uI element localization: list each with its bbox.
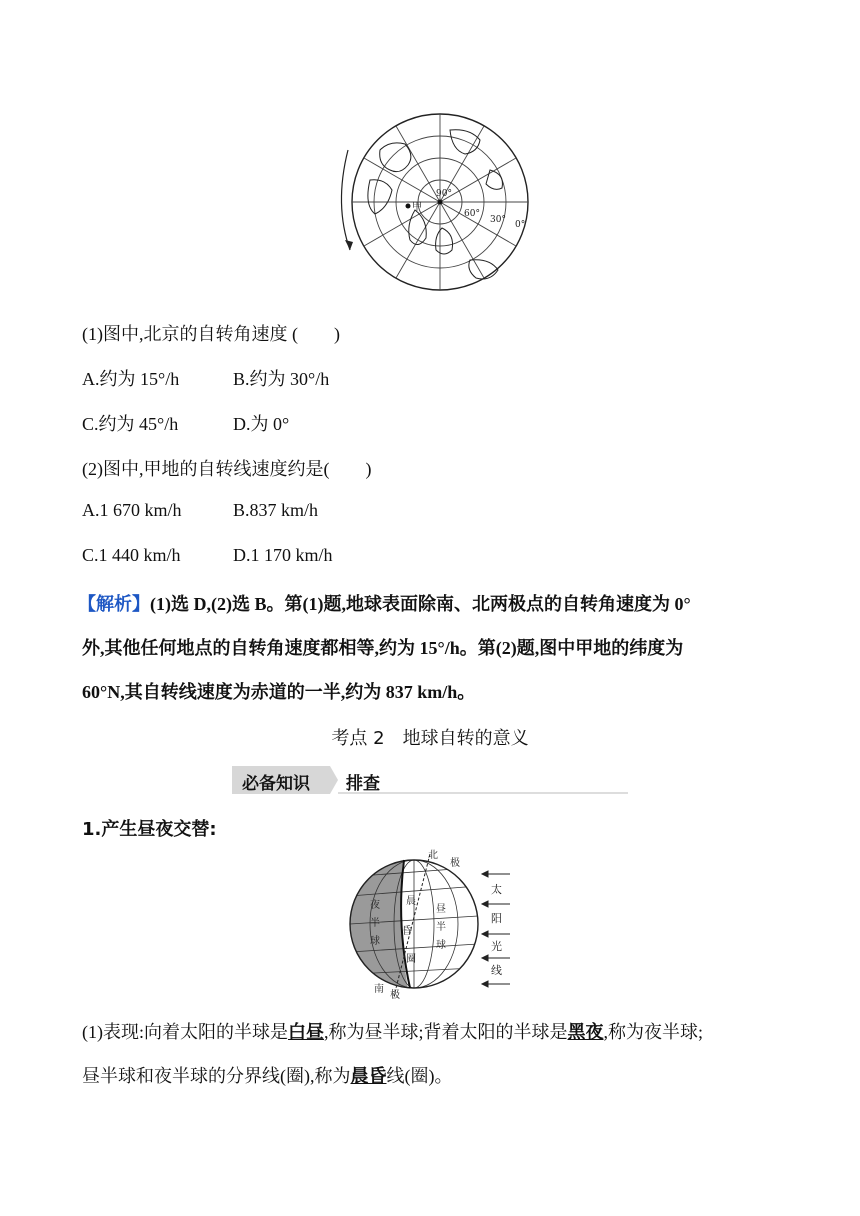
- label-dawn: 晨: [406, 896, 416, 907]
- label-night-1: 夜: [370, 900, 380, 911]
- analysis-line-3: 60°N,其自转线速度为赤道的一半,约为 837 km/h。: [82, 682, 476, 702]
- q1-option-b: B.约为 30°/h: [233, 369, 330, 389]
- banner-right-label: 排查: [346, 774, 380, 794]
- label-day-3: 球: [436, 940, 446, 951]
- label-day-2: 半: [436, 922, 446, 933]
- label-sun-4: 线: [491, 964, 502, 977]
- knowledge-banner: [232, 766, 628, 794]
- para-line-1: [82, 1018, 703, 1044]
- q1-option-a: A.约为 15°/h: [82, 369, 180, 389]
- label-south: 南: [374, 984, 384, 995]
- label-night-2: 半: [370, 918, 380, 929]
- label-60deg: 60°: [464, 209, 480, 219]
- rotation-arrow-icon: [341, 150, 350, 250]
- keyword-terminator: 晨昏: [350, 1066, 387, 1086]
- polar-projection-figure: [330, 110, 550, 310]
- analysis-text-1: (1)选 D,(2)选 B。第(1)题,地球表面除南、北两极点的自转角速度为 0°: [150, 594, 691, 614]
- section-title: 考点 2 地球自转的意义: [331, 728, 529, 749]
- question-2-stem: (2)图中,甲地的自转线速度约是( ): [82, 459, 372, 479]
- analysis-line-2: 外,其他任何地点的自转角速度都相等,约为 15°/h。第(2)题,图中甲地的纬度为: [82, 638, 684, 658]
- para-line-2: [82, 1062, 453, 1088]
- label-pole-s: 极: [390, 990, 400, 1001]
- analysis-tag: 【解析】: [78, 594, 150, 614]
- heading-day-night: 1.产生昼夜交替:: [82, 819, 217, 840]
- banner-left-label: 必备知识: [242, 774, 310, 794]
- q1-option-d: D.为 0°: [233, 414, 290, 434]
- label-30deg: 30°: [490, 215, 506, 225]
- label-dusk: 昏: [402, 926, 412, 937]
- label-circle: 圈: [406, 954, 416, 965]
- q2-option-d: D.1 170 km/h: [233, 545, 333, 565]
- day-night-globe-figure: [340, 846, 520, 1002]
- para-text: ,称为夜半球;: [603, 1022, 704, 1042]
- label-jia: 甲: [412, 202, 422, 213]
- q2-option-b: B.837 km/h: [233, 500, 319, 520]
- analysis-line-1: [78, 590, 691, 616]
- keyword-night: 黑夜: [567, 1022, 604, 1042]
- label-sun-2: 阳: [491, 912, 502, 925]
- label-day-1: 昼: [436, 904, 446, 915]
- para-text: ,称为昼半球;背着太阳的半球是: [324, 1022, 568, 1042]
- label-0deg: 0°: [515, 220, 526, 230]
- label-pole-n: 极: [450, 858, 460, 869]
- label-90deg: 90°: [436, 189, 452, 199]
- label-night-3: 球: [370, 936, 380, 947]
- label-sun-1: 太: [491, 883, 502, 896]
- label-north: 北: [428, 850, 438, 861]
- label-sun-3: 光: [491, 940, 502, 953]
- q2-option-c: C.1 440 km/h: [82, 545, 181, 565]
- para-text: 线(圈)。: [386, 1066, 453, 1086]
- q2-option-a: A.1 670 km/h: [82, 500, 182, 520]
- question-1-stem: (1)图中,北京的自转角速度 ( ): [82, 324, 340, 344]
- para-text: 昼半球和夜半球的分界线(圈),称为: [82, 1066, 351, 1086]
- keyword-daytime: 白昼: [288, 1022, 324, 1042]
- q1-option-c: C.约为 45°/h: [82, 414, 179, 434]
- para-text: (1)表现:向着太阳的半球是: [82, 1022, 288, 1042]
